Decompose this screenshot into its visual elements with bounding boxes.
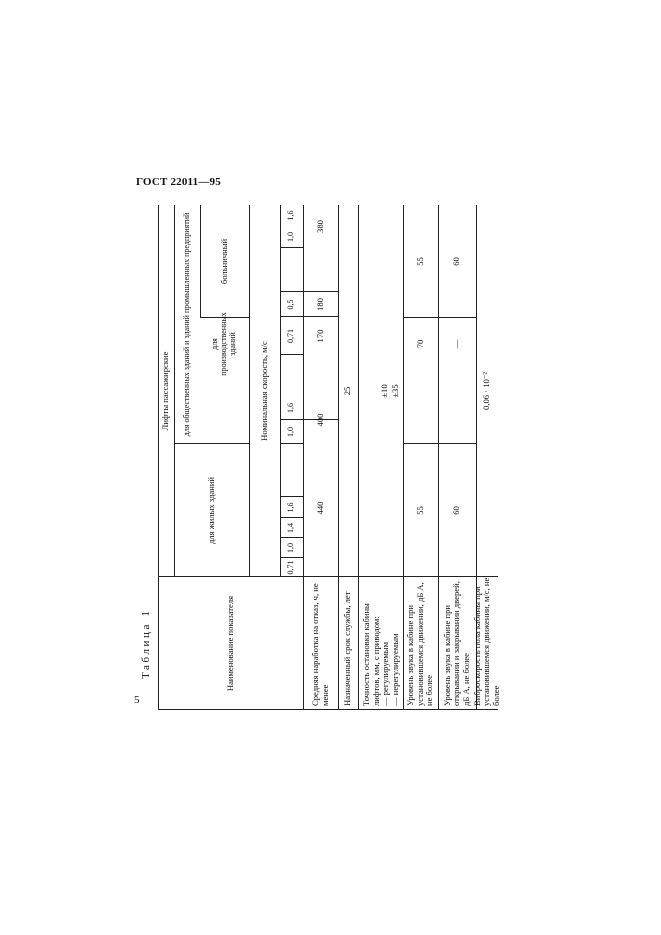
row-sound-doors-label: Уровень звука в кабине при открывании и закрывании дверей, дБ А, не более	[441, 581, 471, 706]
row-mtbf-hospital-low: 180	[314, 298, 325, 311]
row-stop-accuracy-line3: — нерегулируемым	[389, 633, 400, 706]
row-mtbf-hospital-high: 380	[314, 220, 325, 233]
row-mtbf-label: Средняя наработка на отказ, ч, не менее	[309, 583, 330, 706]
row-sound-doors-residential: 60	[451, 506, 462, 515]
table-title: Таблица 1	[140, 608, 152, 679]
speed-value: 1,6	[286, 210, 296, 221]
row-sound-steady-residential: 55	[414, 506, 425, 515]
speed-value: 0,71	[286, 329, 296, 343]
row-vibration-value: 0,06 · 10⁻²	[481, 372, 492, 410]
page-number: 5	[134, 694, 140, 706]
speed-value: 1,0	[286, 427, 296, 437]
row-sound-doors-industrial: —	[451, 339, 462, 349]
row-stop-accuracy-line2: — регулируемым	[380, 641, 391, 706]
row-mtbf-industrial: 170	[314, 329, 325, 343]
speed-value: 1,4	[286, 523, 296, 533]
row-stop-accuracy-label	[358, 577, 403, 710]
row-service-life-value: 25	[342, 386, 353, 396]
header-residential: для жилых зданий	[205, 476, 216, 545]
header-hospital: больничный	[218, 238, 229, 285]
header-group-main: Лифты пассажирские	[160, 351, 171, 431]
row-service-life-label: Назначенный срок службы, лет	[342, 591, 353, 706]
row-sound-steady-industrial: 70	[414, 339, 425, 349]
header-industrial: для производственных зданий	[210, 312, 237, 376]
row-stop-accuracy-line1: Точность остановки кабины лифтов, мм, с приводом:	[361, 603, 381, 706]
header-public: для общественных зданий и зданий промышленных предприятий	[181, 212, 191, 437]
row-stop-accuracy-regulated: ±10	[379, 384, 390, 398]
speed-value: 1,6	[286, 502, 296, 513]
speed-value: 1,6	[286, 403, 296, 413]
row-sound-steady-label: Уровень звука в кабине при установившемся движении, дБ А, не более	[405, 582, 435, 706]
row-mtbf-public: 400	[314, 413, 325, 427]
speed-value: 0,5	[286, 299, 296, 310]
header-indicator: Наименование показателя	[224, 595, 235, 692]
speed-value: 1,0	[286, 232, 296, 242]
row-vibration-label: Виброскорость пола кабины при установившемся движении, м/с, не более	[471, 577, 501, 706]
row-mtbf-residential: 440	[314, 501, 325, 515]
header-nominal-speed: Номинальная скорость, м/с	[258, 341, 269, 441]
row-sound-steady-hospital: 55	[414, 257, 425, 266]
table-1	[158, 205, 501, 710]
row-sound-doors-hospital: 60	[451, 257, 462, 266]
speed-value: 0,71	[286, 560, 296, 575]
row-stop-accuracy-unregulated: ±35	[390, 384, 401, 398]
speed-value: 1,0	[286, 543, 296, 553]
standard-header: ГОСТ 22011—95	[136, 176, 221, 188]
